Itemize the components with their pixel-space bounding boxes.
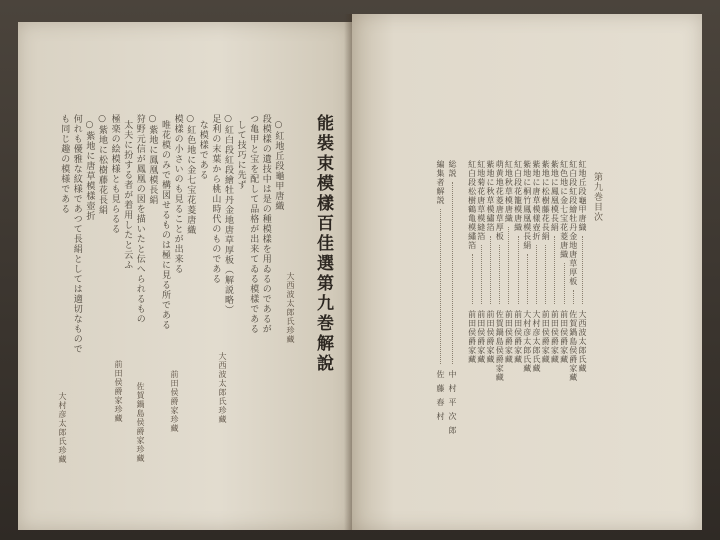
- toc-footer-entry: 総説: [448, 160, 457, 178]
- toc-entry: 紅白段花籠模唐織: [513, 160, 523, 232]
- toc-owner: 佐賀鍋島侯爵家藏: [495, 310, 505, 382]
- toc-entry: 紫地に桐竹鳳凰模長絹: [522, 160, 532, 250]
- owner-credit: 大西波太郎氏珍藏: [218, 352, 227, 424]
- toc-entry: 紅地秋草模唐織: [504, 160, 514, 223]
- toc-leader-dots: [518, 236, 520, 304]
- text-column: ○紅地丘段龜甲唐織: [273, 120, 284, 211]
- toc-leader-dots: [582, 236, 584, 304]
- owner-credit: 大村彦太郎氏珍藏: [58, 392, 67, 464]
- toc-entry: 萌黄地花菱唐草厚板: [495, 160, 505, 241]
- toc-entry: 紫地に松樹藤花長絹: [541, 160, 551, 241]
- text-column: 段模樣の遺技中は是の種模樣を用ゐるのであるが: [260, 114, 271, 334]
- toc-owner: 前田侯爵家藏: [476, 310, 486, 364]
- text-column: して技巧に先ず: [235, 120, 246, 190]
- text-column: 太夫に扮する者が着用したと云ふ: [122, 120, 133, 270]
- toc-leader-dots: [490, 236, 492, 304]
- toc-owner: 前田侯爵家藏: [467, 310, 477, 364]
- toc-owner: 前田侯爵家藏: [550, 310, 560, 364]
- toc-leader-dots: [536, 245, 538, 304]
- toc-entry: 紅地丘段龜甲唐織: [578, 160, 587, 232]
- toc-owner: 前田侯爵家藏: [486, 310, 495, 364]
- owner-credit: 前田侯爵家珍藏: [114, 360, 123, 423]
- text-column: 何れも優雅な紋様であつて長絹としては適切なもので: [71, 114, 82, 354]
- owner-credit: 佐賀鍋島侯爵家珍藏: [136, 382, 145, 463]
- toc-entry: 紫地に秋草模繡箔: [486, 160, 495, 232]
- text-column: ○紅色地に金七宝花菱唐織: [185, 114, 196, 235]
- toc-entry: 紫地に唐草模樣壺折: [532, 160, 541, 241]
- toc-footer-author: 中村平次郎: [448, 370, 457, 440]
- toc-entry: 紅白段松樹鶴亀模繡箔: [467, 160, 477, 250]
- toc-leader-dots: [554, 236, 556, 304]
- toc-owner: 大村彦太郎氏藏: [522, 310, 532, 373]
- text-column: ○紫地に鳳凰模長絹: [147, 114, 158, 205]
- text-column: 唯花模のみで構図せるものは極に見る所である: [160, 120, 170, 330]
- toc-owner: 大西波太郎氏藏: [578, 310, 587, 373]
- toc-owner: 前田侯爵家藏: [559, 310, 569, 364]
- text-column: 大西波太郎氏珍藏: [286, 272, 295, 344]
- toc-heading: 第九巻目次: [592, 172, 602, 222]
- text-column: ○紅白段紅段繪牡丹金地唐草厚板（解説略）: [223, 114, 233, 315]
- toc-leader-dots: [564, 263, 566, 304]
- toc-footer-entry: 編集者解説: [436, 160, 445, 205]
- toc-owner: 前田侯爵家藏: [504, 310, 514, 364]
- left-page: [18, 22, 352, 530]
- text-column: ○紫地に松樹藤花長絹: [97, 114, 107, 215]
- toc-owner: 大村彦太郎氏藏: [532, 310, 541, 373]
- toc-owner: 佐賀鍋島侯爵家藏: [568, 310, 578, 382]
- text-column: 足利の末葉から桃山時代のものである: [210, 114, 221, 284]
- text-column: 狩野元信が鳳凰の図を描いたと伝へられるもの: [134, 114, 145, 324]
- toc-owner: 前田侯爵家藏: [513, 310, 523, 364]
- toc-leader-dots: [527, 254, 529, 304]
- toc-entry: 紅色地に金七宝花菱唐織: [559, 160, 569, 259]
- text-column: 模樣の小さいのも見ることが出来る: [172, 114, 183, 274]
- page-title: 能裝束模樣百佳選第九巻解說: [313, 114, 333, 374]
- text-column: な模樣である: [197, 120, 208, 180]
- toc-leader-dots: [472, 254, 474, 304]
- toc-entry: 紫地に鳳凰模長絹: [550, 160, 560, 232]
- toc-leader-dots: [499, 245, 501, 304]
- right-page: [352, 14, 702, 530]
- toc-leader-dots: [545, 245, 547, 304]
- text-column: も同じ趣の模様である: [59, 114, 70, 214]
- toc-footer-author: 佐藤春村: [436, 370, 445, 426]
- owner-credit: 前田侯爵家珍藏: [170, 370, 179, 433]
- toc-leader-dots: [573, 290, 575, 304]
- toc-leader-dots: [452, 182, 454, 364]
- toc-leader-dots: [440, 209, 442, 364]
- toc-entry: 紅地菊花唐草模縫箔: [476, 160, 486, 241]
- toc-owner: 前田侯爵家藏: [541, 310, 551, 364]
- text-column: 極楽の絵模様とも見らるる: [109, 114, 120, 234]
- toc-entry: 紅白段紅段繪牡丹金地唐草厚板: [568, 160, 578, 286]
- toc-leader-dots: [481, 245, 483, 304]
- text-column: つ亀甲と宝を配して品格が出来てゐる模樣である: [248, 114, 259, 334]
- toc-leader-dots: [508, 227, 510, 304]
- text-column: ○紫地に唐草模樣壺折: [84, 120, 95, 221]
